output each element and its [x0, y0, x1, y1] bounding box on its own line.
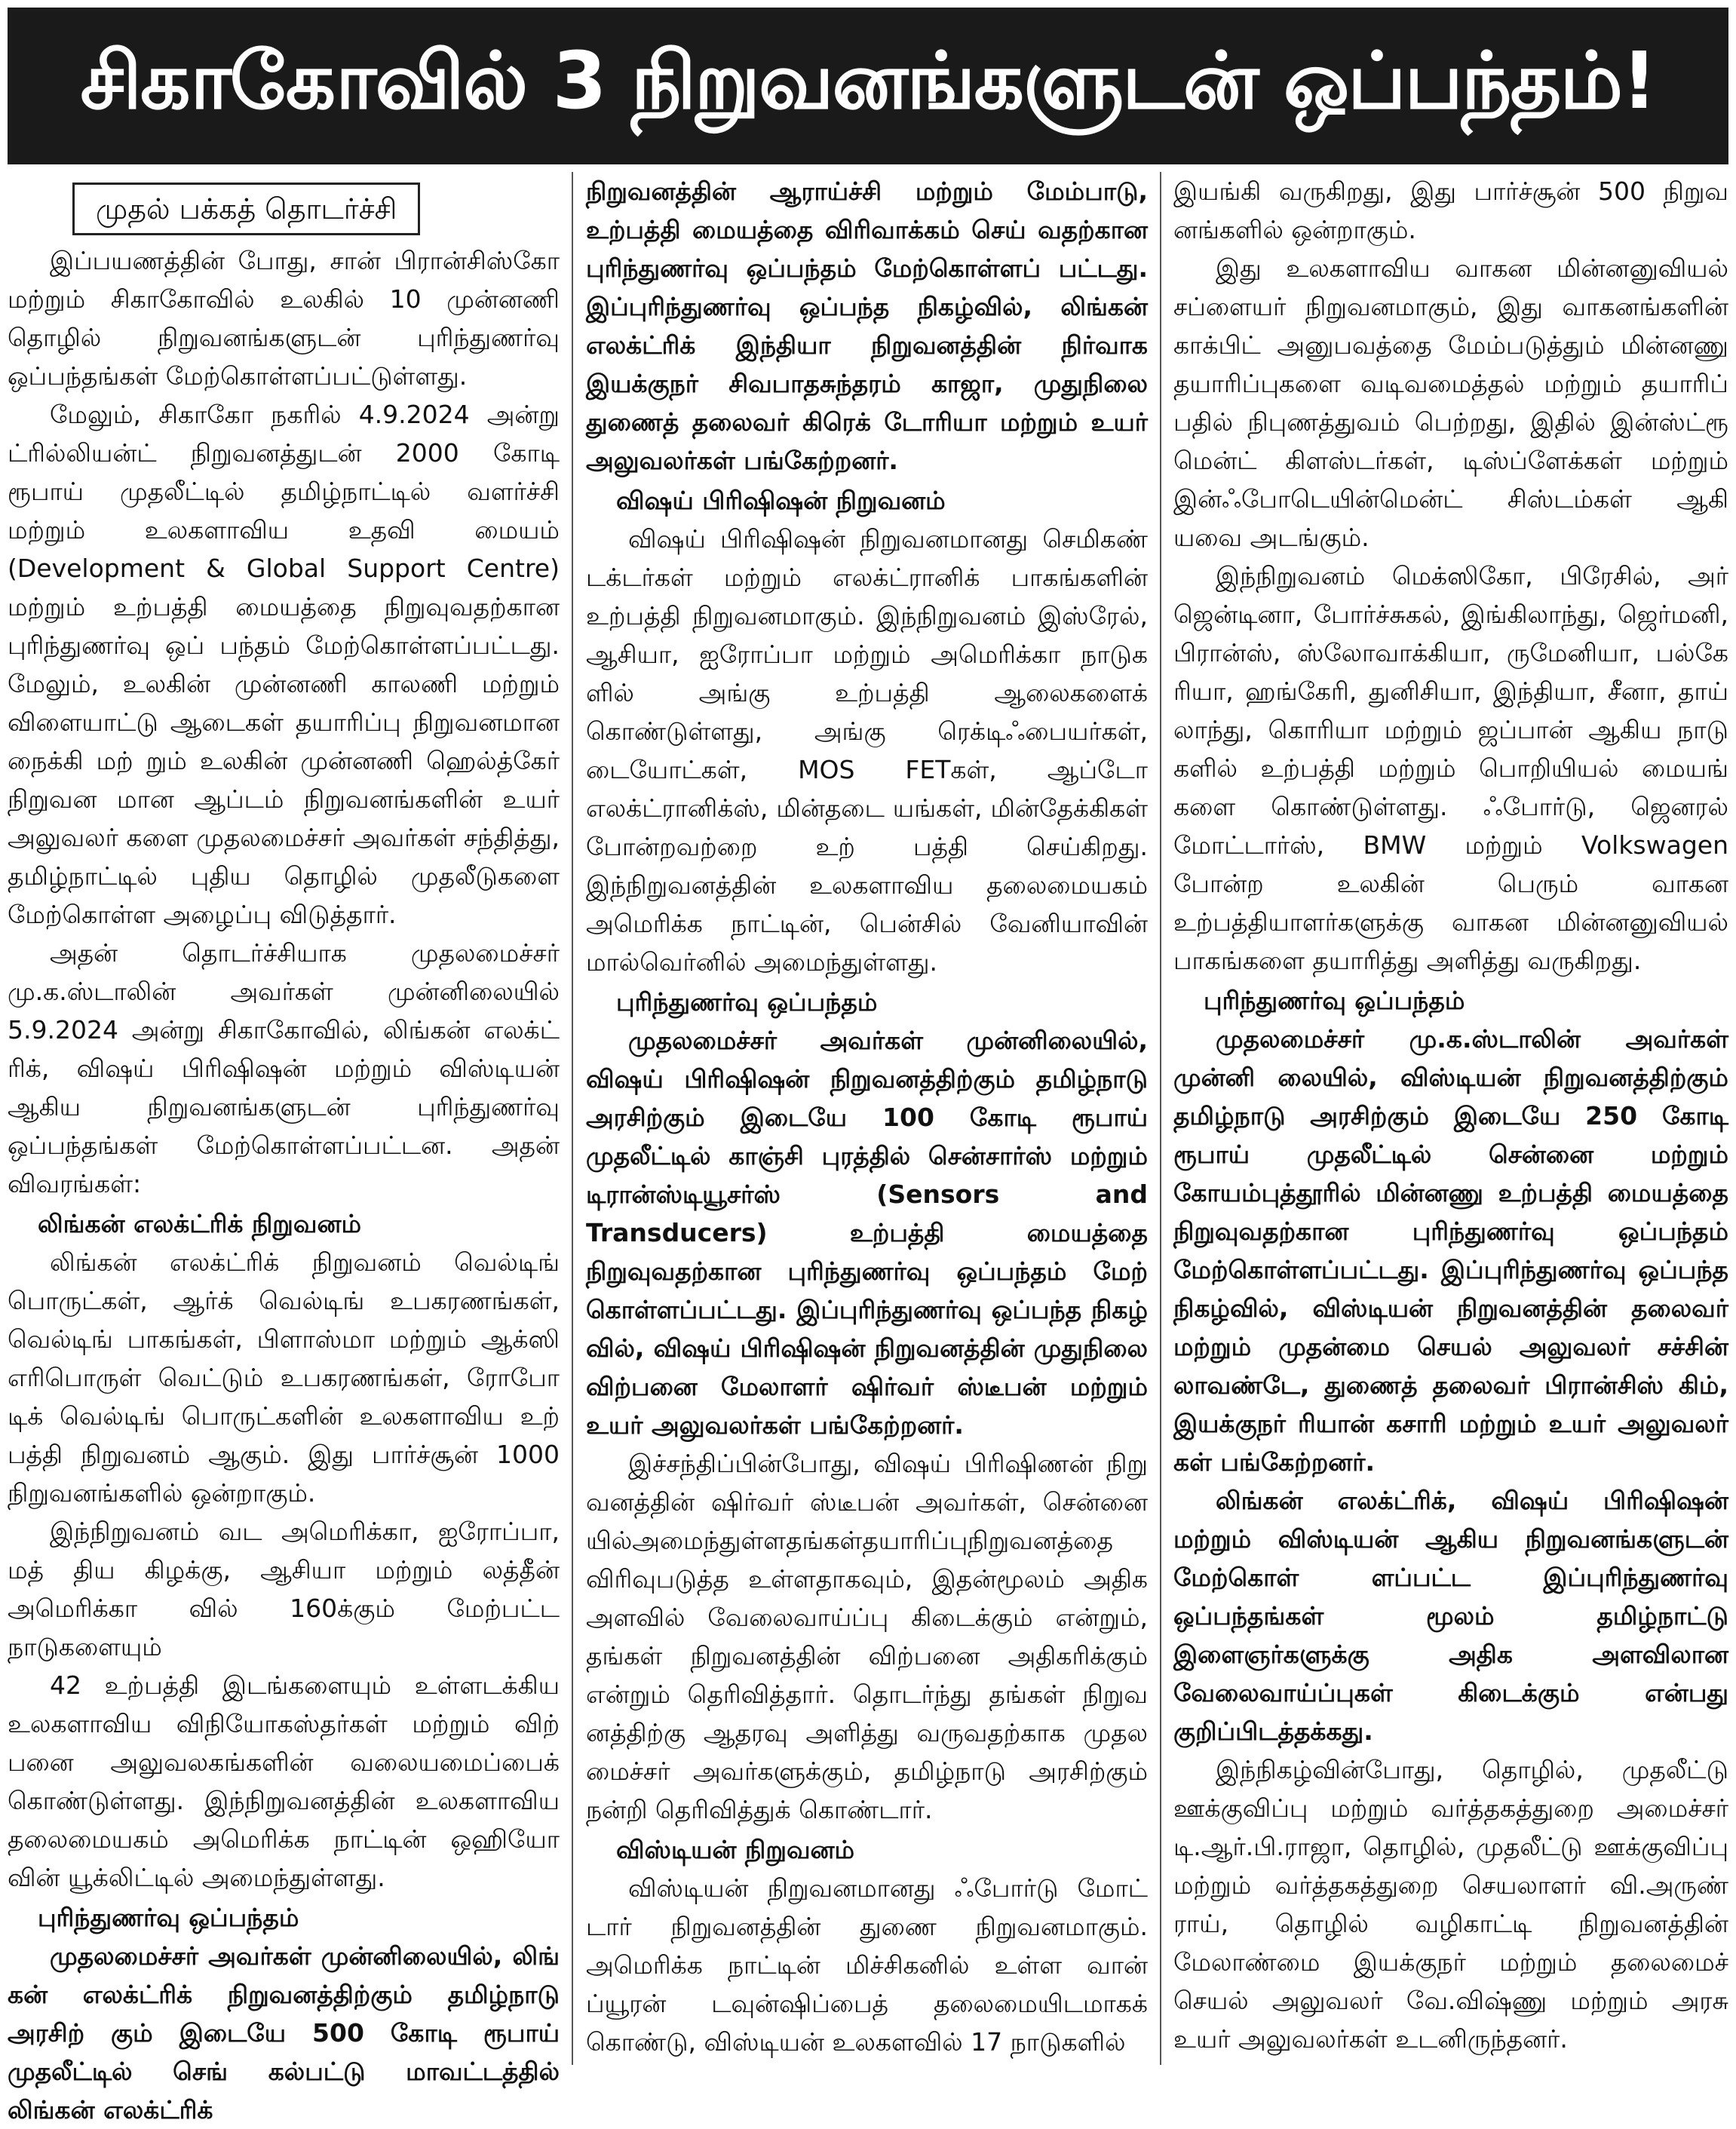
paragraph: இப்பயணத்தின் போது, சான் பிரான்சிஸ்கோ மற்றும் சிகாகோவில் உலகில் 10 முன்னணி தொழில் நிறுவனங்களுடன் புரிந்துணர்வு ஒப்பந்தங்கள் மேற்கொள்ளப்பட்டுள்ளது.	[8, 246, 560, 391]
paragraph: இந்நிறுவனம் மெக்ஸிகோ, பிரேசில், அர் ஜென்டினா, போர்ச்சுகல், இங்கிலாந்து, ஜெர்மனி, பிரான்ஸ், ஸ்லோவாக்கியா, ருமேனியா, பல்கே ரியா, ஹங்கேரி, துனிசியா, இந்தியா, சீனா, தாய் லாந்து, கொரியா மற்றும் ஜப்பான் ஆகிய நாடு களில் உற்பத்தி மற்றும் பொறியியல் மையங் களை கொண்டுள்ளது. ஃபோர்டு, ஜெனரல் மோட்டார்ஸ், BMW மற்றும் Volkswagen போன்ற உலகின் பெரும் வாகன உற்பத்தியாளர்களுக்கு வாகன மின்னனுவியல் பாகங்களை தயாரித்து அளித்து வருகிறது.	[1173, 561, 1728, 975]
paragraph: விஸ்டியன் நிறுவனமானது ஃபோர்டு மோட் டார் நிறுவனத்தின் துணை நிறுவனமாகும். அமெரிக்க நாட்டின் மிச்சிகனில் உள்ள வான் ப்யூரன் டவுன்ஷிப்பைத் தலைமையிடமாகக் கொண்டு, விஸ்டியன் உலகளவில் 17 நாடுகளில்	[586, 1873, 1148, 2057]
paragraph: இச்சந்திப்பின்போது, விஷய் பிரிஷிணன் நிறு வனத்தின் ஷிர்வர் ஸ்டீபன் அவர்கள், சென்னை யில்அமைந்துள்ளதங்கள்தயாரிப்புநிறுவனத்தை விரிவுபடுத்த உள்ளதாகவும், இதன்மூலம் அதிக அளவில் வேலைவாய்ப்பு கிடைக்கும் என்றும், தங்கள் நிறுவனத்தின் விற்பனை அதிகரிக்கும் என்றும் தெரிவித்தார். தொடர்ந்து தங்கள் நிறுவ னத்திற்கு ஆதரவு அளித்து வருவதற்காக முதல மைச்சர் அவர்களுக்கும், தமிழ்நாடு அரசிற்கும் நன்றி தெரிவித்துக் கொண்டார்.	[586, 1449, 1148, 1824]
paragraph: அதன் தொடர்ச்சியாக முதலமைச்சர் மு.க.ஸ்டாலின் அவர்கள் முன்னிலையில் 5.9.2024 அன்று சிகாகோவில், லிங்கன் எலக்ட் ரிக், விஷய் பிரிஷிஷன் மற்றும் விஸ்டியன் ஆகிய நிறுவனங்களுடன் புரிந்துணர்வு ஒப்பந்தங்கள் மேற்கொள்ளப்பட்டன. அதன் விவரங்கள்:	[8, 938, 560, 1198]
column-rule	[572, 172, 573, 2065]
subheading: விஸ்டியன் நிறுவனம்	[616, 1835, 855, 1864]
subheading: லிங்கன் எலக்ட்ரிக் நிறுவனம்	[38, 1209, 362, 1238]
paragraph-bold: முதலமைச்சர் அவர்கள் முன்னிலையில், லிங் கன் எலக்ட்ரிக் நிறுவனத்திற்கும் தமிழ்நாடு அரசிற் கும் இடையே 500 கோடி ரூபாய் முதலீட்டில் செங் கல்பட்டு மாவட்டத்தில் லிங்கன் எலக்ட்ரிக்	[8, 1941, 560, 2124]
paragraph-bold: லிங்கன் எலக்ட்ரிக், விஷய் பிரிஷிஷன் மற்றும் விஸ்டியன் ஆகிய நிறுவனங்களுடன் மேற்கொள் ளப்பட்ட இப்புரிந்துணர்வு ஒப்பந்தங்கள் மூலம் தமிழ்நாட்டு இளைஞர்களுக்கு அதிக அளவிலான வேலைவாய்ப்புகள் கிடைக்கும் என்பது குறிப்பிடத்தக்கது.	[1173, 1486, 1728, 1746]
paragraph: இந்நிகழ்வின்போது, தொழில், முதலீட்டு ஊக்குவிப்பு மற்றும் வர்த்தகத்துறை அமைச்சர் டி.ஆர்.பி.ராஜா, தொழில், முதலீட்டு ஊக்குவிப்பு மற்றும் வர்த்தகத்துறை செயலாளர் வி.அருண் ராய், தொழில் வழிகாட்டி நிறுவனத்தின் மேலாண்மை இயக்குநர் மற்றும் தலைமைச் செயல் அலுவலர் வே.விஷ்ணு மற்றும் அரசு உயர் அலுவலர்கள் உடனிருந்தனர்.	[1173, 1755, 1728, 2054]
subheading: புரிந்துணர்வு ஒப்பந்தம்	[38, 1903, 299, 1932]
subheading: புரிந்துணர்வு ஒப்பந்தம்	[1204, 986, 1465, 1015]
column-3	[1173, 172, 1728, 2065]
paragraph: இயங்கி வருகிறது, இது பார்ச்சூன் 500 நிறுவ னங்களில் ஒன்றாகும்.	[1173, 176, 1728, 244]
column-rule	[1160, 172, 1161, 2065]
column-1	[8, 172, 560, 2124]
headline: சிகாகோவில் 3 நிறுவனங்களுடன் ஒப்பந்தம்!	[8, 8, 1728, 164]
paragraph: மேலும், சிகாகோ நகரில் 4.9.2024 அன்று ட்ரில்லியன்ட் நிறுவனத்துடன் 2000 கோடி ரூபாய் முதலீட்டில் தமிழ்நாட்டில் வளர்ச்சி மற்றும் உலகளாவிய உதவி மையம் (Development & Global Support Centre) மற்றும் உற்பத்தி மையத்தை நிறுவுவதற்கான புரிந்துணர்வு ஒப் பந்தம் மேற்கொள்ளப்பட்டது. மேலும், உலகின் முன்னணி காலணி மற்றும் விளையாட்டு ஆடைகள் தயாரிப்பு நிறுவனமான நைக்கி மற் றும் உலகின் முன்னணி ஹெல்த்கேர் நிறுவன மான ஆப்டம் நிறுவனங்களின் உயர் அலுவலர் களை முதலமைச்சர் அவர்கள் சந்தித்து, தமிழ்நாட்டில் புதிய தொழில் முதலீடுகளை மேற்கொள்ள அழைப்பு விடுத்தார்.	[8, 400, 560, 929]
continuation-kicker: முதல் பக்கத் தொடர்ச்சி	[72, 183, 420, 235]
subheading: புரிந்துணர்வு ஒப்பந்தம்	[616, 987, 878, 1017]
paragraph-bold: முதலமைச்சர் மு.க.ஸ்டாலின் அவர்கள் முன்னி லையில், விஸ்டியன் நிறுவனத்திற்கும் தமிழ்நாடு அரசிற்கும் இடையே 250 கோடி ரூபாய் முதலீட்டில் சென்னை மற்றும் கோயம்புத்தூரில் மின்னணு உற்பத்தி மையத்தை நிறுவுவதற்கான புரிந்துணர்வு ஒப்பந்தம் மேற்கொள்ளப்பட்டது. இப்புரிந்துணர்வு ஒப்பந்த நிகழ்வில், விஸ்டியன் நிறுவனத்தின் தலைவர் மற்றும் முதன்மை செயல் அலுவலர் சச்சின் லாவண்டே, துணைத் தலைவர் பிரான்சிஸ் கிம், இயக்குநர் ரியான் கசாரி மற்றும் உயர் அலுவலர் கள் பங்கேற்றனர்.	[1173, 1024, 1728, 1477]
paragraph: லிங்கன் எலக்ட்ரிக் நிறுவனம் வெல்டிங் பொருட்கள், ஆர்க் வெல்டிங் உபகரணங்கள், வெல்டிங் பாகங்கள், பிளாஸ்மா மற்றும் ஆக்ஸி எரிபொருள் வெட்டும் உபகரணங்கள், ரோபோ டிக் வெல்டிங் பொருட்களின் உலகளாவிய உற் பத்தி நிறுவனம் ஆகும். இது பார்ச்சூன் 1000 நிறுவனங்களில் ஒன்றாகும்.	[8, 1247, 560, 1508]
column-2	[586, 172, 1148, 2065]
paragraph: 42 உற்பத்தி இடங்களையும் உள்ளடக்கிய உலகளாவிய விநியோகஸ்தர்கள் மற்றும் விற் பனை அலுவலகங்களின் வலையமைப்பைக் கொண்டுள்ளது. இந்நிறுவனத்தின் உலகளாவிய தலைமையகம் அமெரிக்க நாட்டின் ஒஹியோ வின் யூக்லிட்டில் அமைந்துள்ளது.	[8, 1670, 560, 1892]
subheading: விஷய் பிரிஷிஷன் நிறுவனம்	[616, 486, 946, 515]
paragraph-bold: முதலமைச்சர் அவர்கள் முன்னிலையில், விஷய் பிரிஷிஷன் நிறுவனத்திற்கும் தமிழ்நாடு அரசிற்கும் இடையே 100 கோடி ரூபாய் முதலீட்டில் காஞ்சி புரத்தில் சென்சார்ஸ் மற்றும் டிரான்ஸ்டியூசர்ஸ் (Sensors and Transducers) உற்பத்தி மையத்தை நிறுவுவதற்கான புரிந்துணர்வு ஒப்பந்தம் மேற் கொள்ளப்பட்டது. இப்புரிந்துணர்வு ஒப்பந்த நிகழ் வில், விஷய் பிரிஷிஷன் நிறுவனத்தின் முதுநிலை விற்பனை மேலாளர் ஷிர்வர் ஸ்டீபன் மற்றும் உயர் அலுவலர்கள் பங்கேற்றனர்.	[586, 1026, 1148, 1440]
paragraph: இது உலகளாவிய வாகன மின்னனுவியல் சப்ளையர் நிறுவனமாகும், இது வாகனங்களின் காக்பிட் அனுபவத்தை மேம்படுத்தும் மின்னணு தயாரிப்புகளை வடிவமைத்தல் மற்றும் தயாரிப் பதில் நிபுணத்துவம் பெற்றது, இதில் இன்ஸ்ட்ரூ மென்ட் கிளஸ்டர்கள், டிஸ்ப்ளேக்கள் மற்றும் இன்ஃபோடெயின்மென்ட் சிஸ்டம்கள் ஆகி யவை அடங்கும்.	[1173, 253, 1728, 552]
paragraph: விஷய் பிரிஷிஷன் நிறுவனமானது செமிகண் டக்டர்கள் மற்றும் எலக்ட்ரானிக் பாகங்களின் உற்பத்தி நிறுவனமாகும். இந்நிறுவனம் இஸ்ரேல், ஆசியா, ஐரோப்பா மற்றும் அமெரிக்கா நாடுக ளில் அங்கு உற்பத்தி ஆலைகளைக் கொண்டுள்ளது, அங்கு ரெக்டிஃபையர்கள், டையோட்கள், MOS FETகள், ஆப்டோ எலக்ட்ரானிக்ஸ், மின்தடை யங்கள், மின்தேக்கிகள் போன்றவற்றை உற் பத்தி செய்கிறது. இந்நிறுவனத்தின் உலகளாவிய தலைமையகம் அமெரிக்க நாட்டின், பென்சில் வேனியாவின் மால்வெர்னில் அமைந்துள்ளது.	[586, 524, 1148, 977]
paragraph: இந்நிறுவனம் வட அமெரிக்கா, ஐரோப்பா, மத் திய கிழக்கு, ஆசியா மற்றும் லத்தீன் அமெரிக்கா வில் 160க்கும் மேற்பட்ட நாடுகளையும்	[8, 1517, 560, 1661]
paragraph-bold: நிறுவனத்தின் ஆராய்ச்சி மற்றும் மேம்பாடு, உற்பத்தி மையத்தை விரிவாக்கம் செய் வதற்கான புரிந்துணர்வு ஒப்பந்தம் மேற்கொள்ளப் பட்டது. இப்புரிந்துணர்வு ஒப்பந்த நிகழ்வில், லிங்கன் எலக்ட்ரிக் இந்தியா நிறுவனத்தின் நிர்வாக இயக்குநர் சிவபாதசுந்தரம் காஜா, முதுநிலை துணைத் தலைவர் கிரெக் டோரியா மற்றும் உயர் அலுவலர்கள் பங்கேற்றனர்.	[586, 176, 1148, 475]
